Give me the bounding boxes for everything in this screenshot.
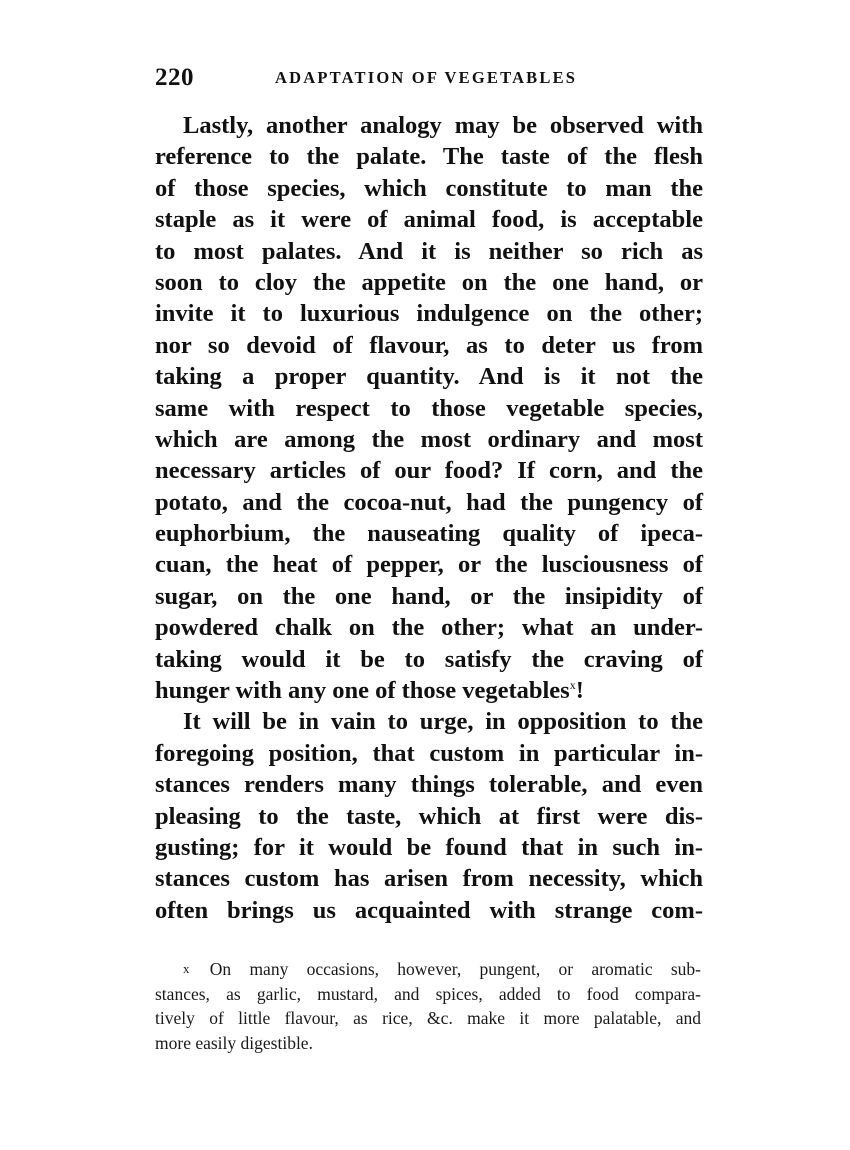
text-line: soon to cloy the appetite on the one hand, or xyxy=(155,268,703,296)
footnote xyxy=(155,957,701,1055)
text-line: often brings us acquainted with strange com- xyxy=(155,896,703,924)
text-line: cuan, the heat of pepper, or the lusciousness of xyxy=(155,551,703,579)
text-line: powdered chalk on the other; what an under- xyxy=(155,614,703,642)
running-title: ADAPTATION OF VEGETABLES xyxy=(275,68,578,87)
text-line: necessary articles of our food? If corn, and the xyxy=(155,457,703,485)
text-line: stances custom has arisen from necessity, which xyxy=(155,865,703,893)
text-line: potato, and the cocoa-nut, had the pungency of xyxy=(155,488,703,516)
text-line: reference to the palate. The taste of the flesh xyxy=(155,143,703,171)
text-fragment: ! xyxy=(575,677,584,705)
body-text xyxy=(155,110,703,926)
text-line: staple as it were of animal food, is acceptable xyxy=(155,206,703,234)
text-line: nor so devoid of flavour, as to deter us from xyxy=(155,331,703,359)
footnote-mark: x xyxy=(183,961,190,976)
text-fragment: hunger with any one of those vegetables xyxy=(155,677,570,705)
page-number: 220 xyxy=(155,64,194,91)
text-line: euphorbium, the nauseating quality of ipeca- xyxy=(155,520,703,548)
text-line: foregoing position, that custom in particular in- xyxy=(155,739,703,767)
text-line: of those species, which constitute to man the xyxy=(155,174,703,202)
footnote-line: tively of little flavour, as rice, &c. make it more palatable, and xyxy=(155,1008,701,1028)
footnote-reference[interactable]: x xyxy=(569,677,576,692)
text-line: stances renders many things tolerable, and even xyxy=(155,771,703,799)
text-fragment: On many occasions, however, pungent, or aromatic sub- xyxy=(209,959,701,979)
text-line: invite it to luxurious indulgence on the other; xyxy=(155,300,703,328)
text-line: sugar, on the one hand, or the insipidity of xyxy=(155,582,703,610)
text-line: Lastly, another analogy may be observed with xyxy=(183,112,703,139)
footnote-line: stances, as garlic, mustard, and spices, added to food compara- xyxy=(155,983,701,1004)
footnote-line xyxy=(155,957,701,982)
text-line: which are among the most ordinary and most xyxy=(155,425,703,453)
running-head xyxy=(155,64,715,100)
text-line: pleasing to the taste, which at first were dis- xyxy=(155,802,703,830)
text-line: taking would it be to satisfy the craving of xyxy=(155,645,703,673)
text-line xyxy=(155,675,703,706)
text-line: It will be in vain to urge, in opposition to the xyxy=(183,708,703,736)
text-line: gusting; for it would be found that in such in- xyxy=(155,833,703,861)
text-line: to most palates. And it is neither so rich as xyxy=(155,237,703,265)
text-line: taking a proper quantity. And is it not the xyxy=(155,363,703,391)
footnote-line: more easily digestible. xyxy=(155,1032,313,1053)
text-line: same with respect to those vegetable species, xyxy=(155,394,703,422)
